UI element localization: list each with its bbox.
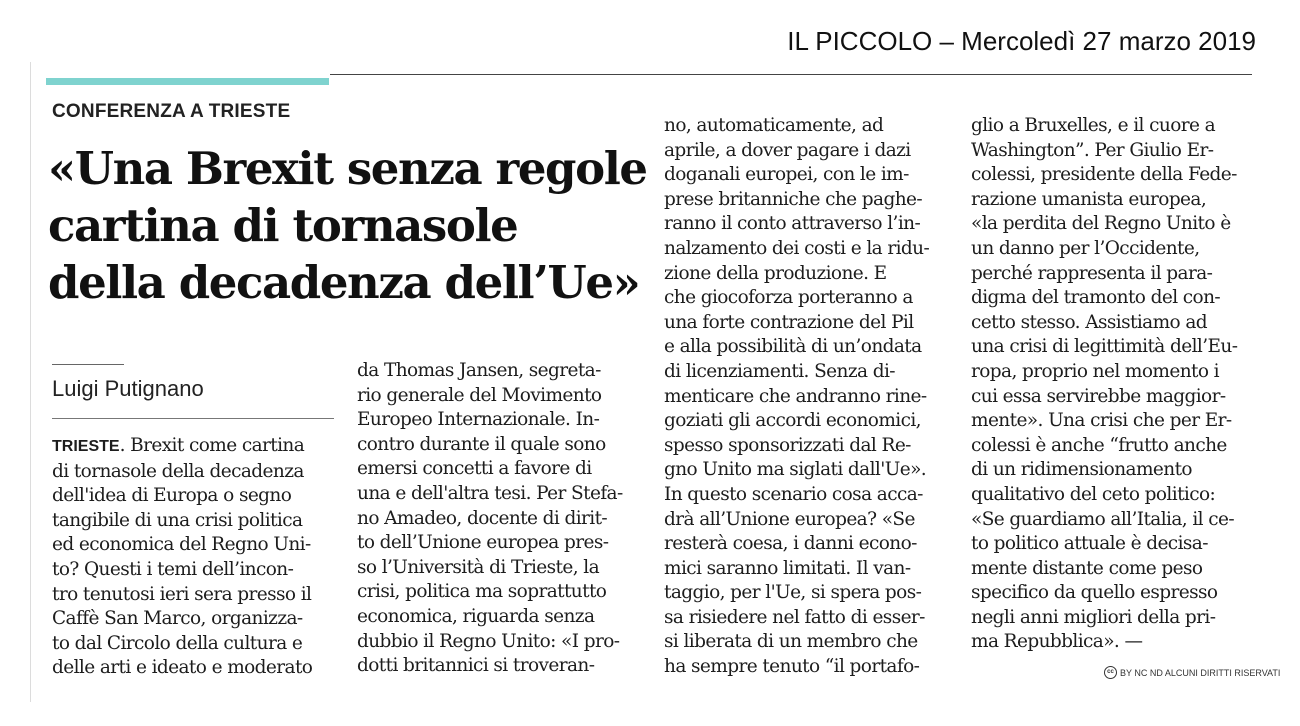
text-line: economica, riguarda senza bbox=[357, 605, 595, 627]
text-line: dotti britannici si troveran- bbox=[357, 655, 595, 677]
text-line: no, automaticamente, ad bbox=[664, 115, 884, 136]
text-line: drà all’Unione europea? «Se bbox=[664, 508, 915, 530]
text-line: un danno per l’Occidente, bbox=[971, 237, 1200, 259]
dateline: TRIESTE bbox=[52, 438, 120, 455]
text-line: di licenziamenti. Senza di- bbox=[664, 360, 895, 382]
text-line: to? Questi i temi dell’incon- bbox=[52, 558, 294, 580]
text-line: tangibile di una crisi politica bbox=[52, 509, 303, 531]
text-line: Washington”. Per Giulio Er- bbox=[971, 139, 1214, 161]
text-line: spesso sponsorizzati dal Re- bbox=[664, 434, 911, 456]
text-line: di tornasole della decadenza bbox=[52, 460, 304, 482]
text-line: glio a Bruxelles, e il cuore a bbox=[971, 115, 1216, 136]
text-line: nalzamento dei costi e la ridu- bbox=[664, 237, 930, 259]
text-line: In questo scenario cosa acca- bbox=[664, 483, 923, 505]
text-line: colessi è anche “frutto anche bbox=[971, 434, 1227, 456]
clipping-edge bbox=[30, 62, 31, 702]
text-line: Europeo Internazionale. In- bbox=[357, 409, 600, 431]
text-line: taggio, per l'Ue, si spera pos- bbox=[664, 582, 922, 604]
text-line: e alla possibilità di un’ondata bbox=[664, 336, 922, 358]
text-line: emersi concetti a favore di bbox=[357, 458, 592, 480]
byline-rule bbox=[52, 364, 124, 365]
text-line: «Se guardiamo all’Italia, il ce- bbox=[971, 508, 1235, 530]
byline-divider bbox=[52, 418, 334, 419]
article-column-3 bbox=[664, 114, 948, 680]
text-line: gno Unito ma siglati dall'Ue». bbox=[664, 459, 927, 481]
text-line: ha sempre tenuto “il portafo- bbox=[664, 656, 920, 678]
creative-commons-icon: cc bbox=[1104, 666, 1117, 679]
text-line: so l’Università di Trieste, la bbox=[357, 556, 600, 578]
text-line: zione della produzione. E bbox=[664, 262, 887, 284]
text-line: doganali europei, con le im- bbox=[664, 164, 909, 186]
text-line: to dal Circolo della cultura e bbox=[52, 632, 303, 654]
text-line: menticare che andranno rine- bbox=[664, 385, 927, 407]
text-line: qualitativo del ceto politico: bbox=[971, 483, 1216, 505]
text-line: mente». Una crisi che per Er- bbox=[971, 410, 1232, 432]
text-line: no Amadeo, docente di dirit- bbox=[357, 507, 608, 529]
text-line: resterà coesa, i danni econo- bbox=[664, 533, 917, 555]
article-column-1 bbox=[52, 434, 336, 681]
article-column-2 bbox=[357, 359, 642, 679]
text-line: colessi, presidente della Fede- bbox=[971, 164, 1237, 186]
headline-line: della decadenza dell’Ue» bbox=[48, 256, 640, 309]
text-line: negli anni migliori della pri- bbox=[971, 606, 1216, 628]
text-line: una forte contrazione del Pil bbox=[664, 311, 914, 333]
text-line: specifico da quello espresso bbox=[971, 582, 1218, 604]
headline-line: cartina di tornasole bbox=[48, 199, 518, 252]
text-line: cetto stesso. Assistiamo ad bbox=[971, 311, 1208, 333]
text-line: razione umanista europea, bbox=[971, 188, 1207, 210]
text-line: dell'idea di Europa o segno bbox=[52, 485, 292, 507]
text-line: aprile, a dover pagare i dazi bbox=[664, 139, 911, 161]
article-byline: Luigi Putignano bbox=[52, 376, 204, 401]
text-line: cui essa servirebbe maggior- bbox=[971, 385, 1226, 407]
text-line: si liberata di un membro che bbox=[664, 631, 918, 653]
text-line: dubbio il Regno Unito: «I pro- bbox=[357, 630, 620, 652]
text-line: perché rappresenta il para- bbox=[971, 262, 1213, 284]
text-line: prese britanniche che paghe- bbox=[664, 188, 923, 210]
text-line: Caffè San Marco, organizza- bbox=[52, 608, 303, 630]
article-column-4 bbox=[971, 114, 1253, 655]
text-line: ma Repubblica». — bbox=[971, 631, 1143, 653]
headline-line: «Una Brexit senza regole bbox=[48, 142, 647, 195]
text-line: to politico attuale è decisa- bbox=[971, 533, 1208, 555]
text-line: crisi, politica ma soprattutto bbox=[357, 581, 607, 603]
text-line: goziati gli accordi economici, bbox=[664, 410, 921, 432]
text-line: «la perdita del Regno Unito è bbox=[971, 213, 1231, 235]
text-line: tro tenutosi ieri sera presso il bbox=[52, 583, 312, 605]
text-line: mente distante come peso bbox=[971, 557, 1203, 579]
text-line: rio generale del Movimento bbox=[357, 384, 602, 406]
text-line: da Thomas Jansen, segreta- bbox=[357, 360, 601, 381]
license-text: BY NC ND ALCUNI DIRITTI RISERVATI bbox=[1120, 667, 1281, 678]
text-line: to dell’Unione europea pres- bbox=[357, 532, 609, 554]
text-line: TRIESTE. Brexit come cartina bbox=[52, 435, 305, 456]
text-line: una e dell'altra tesi. Per Stefa- bbox=[357, 482, 623, 504]
text-line: digma del tramonto del con- bbox=[971, 287, 1221, 309]
text-line: contro durante il quale sono bbox=[357, 433, 606, 455]
text-line: una crisi di legittimità dell’Eu- bbox=[971, 336, 1238, 358]
text-line: di un ridimensionamento bbox=[971, 459, 1192, 481]
section-color-bar bbox=[46, 78, 329, 85]
text-line: ranno il conto attraverso l’in- bbox=[664, 213, 921, 235]
text-line: ropa, proprio nel momento i bbox=[971, 360, 1219, 382]
text-line: sa risiedere nel fatto di esser- bbox=[664, 606, 925, 628]
license-notice bbox=[1104, 666, 1280, 679]
article-kicker: CONFERENZA A TRIESTE bbox=[52, 101, 291, 122]
text-line: mici saranno limitati. Il van- bbox=[664, 557, 911, 579]
article-headline bbox=[48, 140, 648, 311]
newspaper-masthead: IL PICCOLO – Mercoledì 27 marzo 2019 bbox=[787, 26, 1256, 56]
top-rule bbox=[330, 74, 1252, 75]
text-line: delle arti e ideato e moderato bbox=[52, 657, 313, 679]
text-line: che giocoforza porteranno a bbox=[664, 287, 913, 309]
text-line: ed economica del Regno Uni- bbox=[52, 534, 311, 556]
